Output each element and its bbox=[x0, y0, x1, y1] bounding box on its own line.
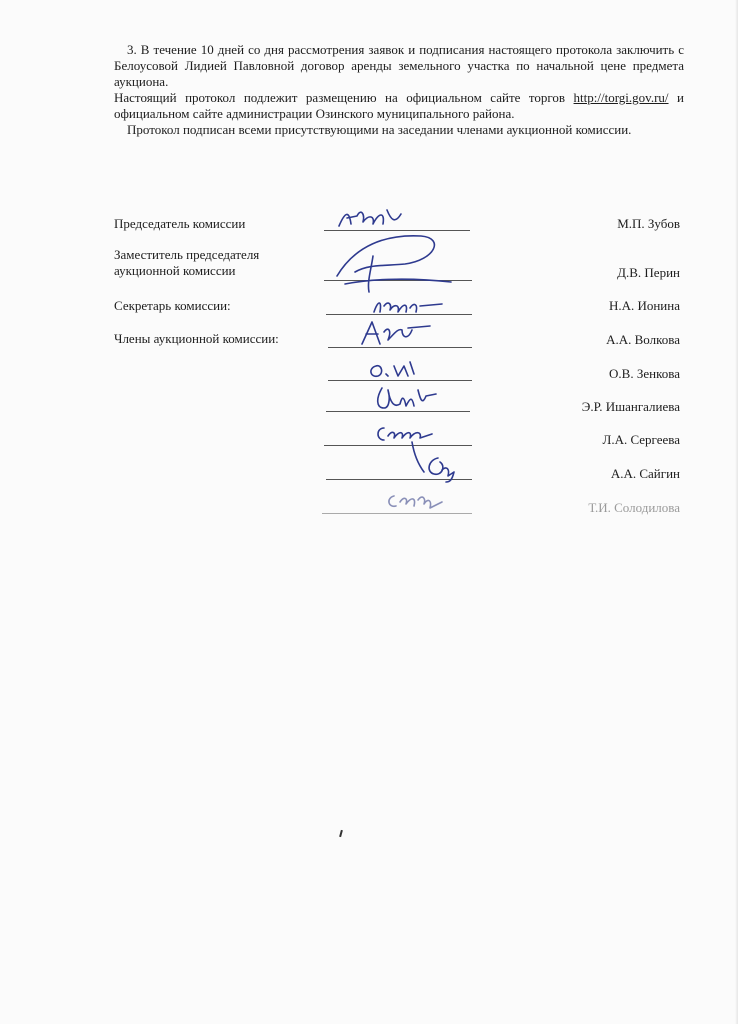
deputy-name: Д.В. Перин bbox=[617, 265, 680, 280]
paragraph-publication bbox=[114, 90, 684, 122]
torgi-link[interactable]: http://torgi.gov.ru/ bbox=[573, 90, 669, 105]
chairman-label: Председатель комиссии bbox=[114, 216, 246, 231]
member-6-signature bbox=[384, 486, 454, 516]
publication-text-start: Настоящий протокол подлежит размещению на официальном сайте торгов bbox=[114, 90, 574, 105]
member-2-signature bbox=[368, 356, 428, 380]
protocol-text bbox=[114, 42, 684, 138]
deputy-label-line1: Заместитель председателя bbox=[114, 247, 260, 262]
member-3-signature bbox=[372, 384, 442, 414]
member-2-name: О.В. Зенкова bbox=[609, 366, 680, 381]
members-label: Члены аукционной комиссии: bbox=[114, 331, 279, 346]
member-2-signature-line bbox=[328, 380, 472, 381]
member-5-signature bbox=[420, 452, 470, 484]
member-4-name: Л.А. Сергеева bbox=[602, 432, 680, 447]
member-5-name: А.А. Сайгин bbox=[610, 466, 680, 481]
member-1-name: А.А. Волкова bbox=[606, 332, 680, 347]
paragraph-signed: Протокол подписан всеми присутствующими на заседании членами аукционной комиссии. bbox=[127, 122, 632, 137]
member-1-signature bbox=[358, 318, 438, 348]
paragraph-contract: 3. В течение 10 дней со дня рассмотрения заявок и подписания настоящего протокола заключить с Белоусовой Лидией Павловной договор аренды земельного участка по начальной цене предмета аукциона. bbox=[114, 42, 684, 89]
member-6-name: Т.И. Солодилова bbox=[588, 500, 680, 515]
member-3-name: Э.Р. Ишангалиева bbox=[581, 399, 680, 414]
stray-mark bbox=[339, 830, 343, 837]
secretary-signature bbox=[370, 294, 450, 318]
publication-text-end: и официальном сайте администрации Озинского муниципального района. bbox=[114, 90, 684, 121]
secretary-name: Н.А. Ионина bbox=[608, 298, 680, 313]
deputy-signature bbox=[325, 226, 455, 296]
secretary-label: Секретарь комиссии: bbox=[114, 298, 231, 313]
chairman-name: М.П. Зубов bbox=[617, 216, 680, 231]
deputy-label-line2: аукционной комиссии bbox=[114, 263, 236, 278]
